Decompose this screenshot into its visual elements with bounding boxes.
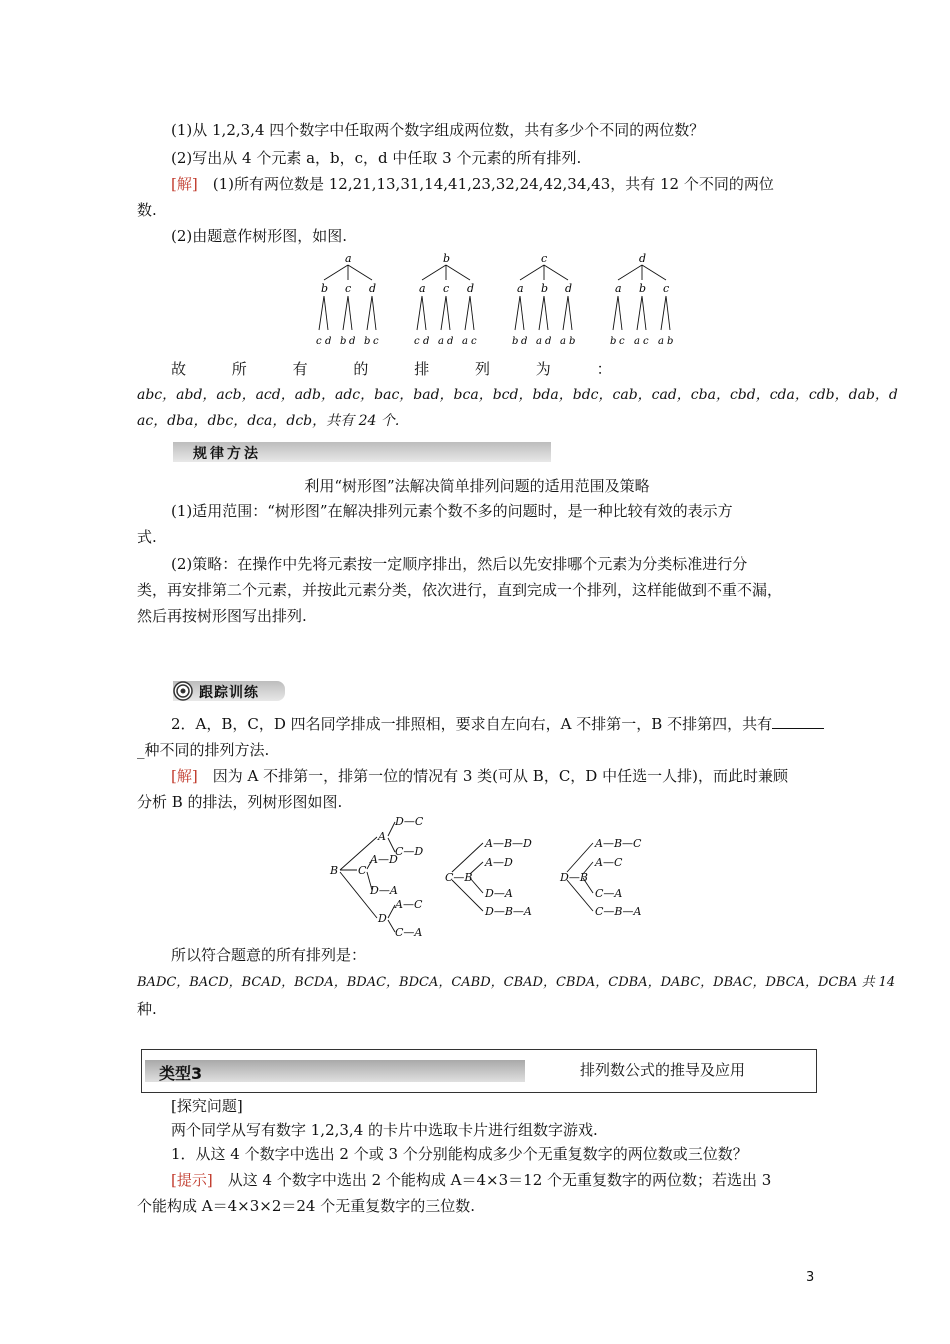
tree-edge — [642, 265, 666, 280]
tree-leaf: c — [471, 336, 477, 347]
tree-leaf: b — [512, 336, 519, 347]
tree-edge — [618, 265, 642, 280]
solution-tag: [解] — [171, 175, 198, 193]
method-p1b: 式. — [137, 528, 157, 546]
tree-root: c — [541, 252, 548, 265]
training-question-b: _种不同的排列方法. — [137, 741, 270, 759]
solution-1b: 数. — [137, 201, 157, 219]
tree-leaf: b — [569, 336, 576, 347]
tree-edge — [465, 296, 470, 330]
tree-leaf: b — [364, 336, 371, 347]
answer-blank — [772, 714, 824, 729]
t1-A: A — [378, 830, 386, 843]
t2-A: A—B—D — [485, 837, 532, 850]
solution-1a — [171, 173, 774, 195]
tree-edge — [367, 296, 372, 330]
tree-edge — [666, 296, 670, 330]
tree-leaf: d — [423, 336, 430, 347]
tree-mid: d — [565, 282, 573, 295]
tree-leaf: a — [634, 336, 640, 347]
tree-leaf: a — [438, 336, 444, 347]
t3-root: D—B — [560, 871, 588, 884]
tree-leaf: d — [447, 336, 454, 347]
training-banner-label: 跟踪训练 — [199, 685, 259, 701]
t1-C-A: A—D — [370, 853, 398, 866]
tree-mid: a — [615, 282, 622, 295]
tree-mid: b — [541, 282, 549, 295]
training-list: BADC，BACD，BCAD，BCDA，BDAC，BDCA，CABD，CBAD，CBDA，CDBA，DABC，DBAC，DBCA，DCBA 共 14 — [137, 975, 896, 990]
method-p2a: (2)策略：在操作中先将元素按一定顺序排出，然后以先安排哪个元素为分类标准进行分 — [171, 555, 748, 573]
explore-hint-b: 个能构成 A＝4×3×2＝24 个无重复数字的三位数. — [137, 1197, 475, 1215]
tree-edge — [544, 265, 568, 280]
t1-D-A: A—C — [395, 898, 423, 911]
hint-text-a: 从这 4 个数字中选出 2 个能构成 A＝4×3＝12 个无重复数字的两位数；若选出 3 — [227, 1171, 772, 1189]
tree-edge — [441, 296, 446, 330]
tree-leaf: c — [316, 336, 322, 347]
tree-edge — [422, 265, 446, 280]
tree-edge — [563, 296, 568, 330]
tree-leaf: c — [373, 336, 379, 347]
tree-edge — [568, 296, 572, 330]
tree-leaf: b — [667, 336, 674, 347]
tree-edge — [324, 296, 328, 330]
tree-mid: d — [467, 282, 475, 295]
tree-b — [414, 252, 477, 347]
explore-intro: 两个同学从写有数字 1,2,3,4 的卡片中选取卡片进行组数字游戏. — [171, 1121, 598, 1139]
t2-DA: D—A — [485, 887, 513, 900]
t3-A2: A—C — [595, 856, 623, 869]
training-solution-b: 分析 B 的排法，列树形图如图. — [137, 793, 343, 811]
tree-edge — [520, 296, 524, 330]
question-2: (2)写出从 4 个元素 a，b，c，d 中任取 3 个元素的所有排列. — [171, 149, 582, 167]
explore-question-1: 1．从这 4 个数字中选出 2 个或 3 个分别能构成多少个无重复数字的两位数或三位数？ — [171, 1145, 748, 1163]
tree-edge — [422, 296, 426, 330]
tree-edge — [642, 296, 646, 330]
tree-edge — [618, 296, 622, 330]
t1-C: C — [358, 864, 367, 877]
solution-2: (2)由题意作树形图，如图. — [171, 227, 348, 245]
tree-root: a — [345, 252, 352, 265]
tree-mid: c — [443, 282, 450, 295]
tree-a — [316, 252, 379, 347]
tree-root: d — [639, 252, 647, 265]
training-question-text: 2．A，B，C，D 四名同学排成一排照相，要求自左向右，A 不排第一，B 不排第四，共有 — [171, 715, 773, 733]
explore-head: [探究问题] — [171, 1097, 243, 1115]
type3-box — [141, 1049, 817, 1093]
t3-A: A—B—C — [595, 837, 642, 850]
result-line-b: abc，abd，acb，acd，adb，adc，bac，bad，bca，bcd，bda，bdc，cab，cad，cba，cbd，cda，cdb，dab，d — [137, 387, 898, 403]
t1-root: B — [330, 864, 339, 877]
tree-leaf: d — [349, 336, 356, 347]
tree-leaf: b — [340, 336, 347, 347]
question-1: (1)从 1,2,3,4 四个数字中任取两个数字组成两位数，共有多少个不同的两位数？ — [171, 121, 705, 139]
tree-edge — [319, 296, 324, 330]
tree-edge — [446, 265, 470, 280]
tree-diagram-ABCD — [320, 812, 690, 942]
tree-leaf: a — [560, 336, 566, 347]
result-line-a: 故 所 有 的 排 列 为 ： — [171, 360, 612, 378]
tree-leaf: d — [521, 336, 528, 347]
training-after: 所以符合题意的所有排列是： — [171, 946, 367, 964]
tree-diagram-abcd — [300, 250, 700, 350]
tree-mid: a — [517, 282, 524, 295]
type3-banner — [145, 1060, 525, 1082]
type3-label: 类型3 — [159, 1064, 203, 1083]
tree-leaf: a — [658, 336, 664, 347]
target-icon — [173, 681, 193, 701]
training-solution-tag: [解] — [171, 767, 198, 785]
method-p1a: (1)适用范围：“树形图”在解决排列元素个数不多的问题时，是一种比较有效的表示方 — [171, 502, 733, 520]
tree-edge — [539, 296, 544, 330]
t1-D: D — [378, 912, 387, 925]
tree-edge — [637, 296, 642, 330]
tree-d — [610, 252, 673, 347]
tree-leaf: d — [545, 336, 552, 347]
tree-leaf: a — [462, 336, 468, 347]
tree-mid: c — [663, 282, 670, 295]
hint-tag: [提示] — [171, 1171, 213, 1189]
tree-leaf: c — [643, 336, 649, 347]
result-line-c: ac，dba，dbc，dca，dcb，共有 24 个. — [137, 413, 400, 429]
tree-mid: a — [419, 282, 426, 295]
type3-title: 排列数公式的推导及应用 — [580, 1061, 746, 1079]
training-solution-a — [171, 765, 788, 787]
t2-A2: A—D — [485, 856, 513, 869]
method-banner-label: 规律方法 — [193, 446, 261, 462]
tree-mid: d — [369, 282, 377, 295]
t1-A-C: C—D — [395, 845, 424, 858]
tree-edge — [544, 296, 548, 330]
method-p2c: 然后再按树形图写出排列. — [137, 607, 307, 625]
tree-edge — [661, 296, 666, 330]
tree-edge — [446, 296, 450, 330]
training-solution-text: 因为 A 不排第一，排第一位的情况有 3 类(可从 B，C，D 中任选一人排)，而此时兼顾 — [212, 767, 788, 785]
tree-leaf: a — [536, 336, 542, 347]
t2-root: C—B — [445, 871, 473, 884]
method-p2b: 类，再安排第二个元素，并按此元素分类，依次进行，直到完成一个排列，这样能做到不重不漏， — [137, 581, 783, 599]
tree-mid: c — [345, 282, 352, 295]
t1-A-D: D—C — [395, 815, 424, 828]
training-banner — [173, 681, 285, 701]
tree-edge — [417, 296, 422, 330]
t3-CA: C—A — [595, 887, 623, 900]
tree-edge — [348, 296, 352, 330]
tree-edge — [515, 296, 520, 330]
tree-leaf: d — [325, 336, 332, 347]
tree-edge — [324, 265, 348, 280]
tree-mid: b — [639, 282, 647, 295]
explore-hint-a — [171, 1169, 771, 1191]
page-number: 3 — [806, 1270, 815, 1285]
tree-edge — [520, 265, 544, 280]
training-end: 种. — [137, 1000, 157, 1018]
tree-root: b — [443, 252, 451, 265]
training-question-a — [171, 713, 824, 735]
tree-mid: b — [321, 282, 329, 295]
tree-c — [512, 252, 575, 347]
solution-1a-text: (1)所有两位数是 12,21,13,31,14,41,23,32,24,42,34,43，共有 12 个不同的两位 — [212, 175, 774, 193]
tree-edge — [343, 296, 348, 330]
method-title: 利用“树形图”法解决简单排列问题的适用范围及策略 — [304, 477, 650, 495]
tree-edge — [348, 265, 372, 280]
method-banner — [173, 442, 551, 462]
tree-edge — [372, 296, 376, 330]
tree-leaf: c — [619, 336, 625, 347]
t1-D-C: C—A — [395, 926, 423, 939]
tree-edge — [470, 296, 474, 330]
tree-leaf: b — [610, 336, 617, 347]
tree-leaf: c — [414, 336, 420, 347]
t2-D: D—B—A — [485, 905, 532, 918]
t1-C-D: D—A — [370, 884, 398, 897]
tree-edge — [613, 296, 618, 330]
t3-C: C—B—A — [595, 905, 642, 918]
